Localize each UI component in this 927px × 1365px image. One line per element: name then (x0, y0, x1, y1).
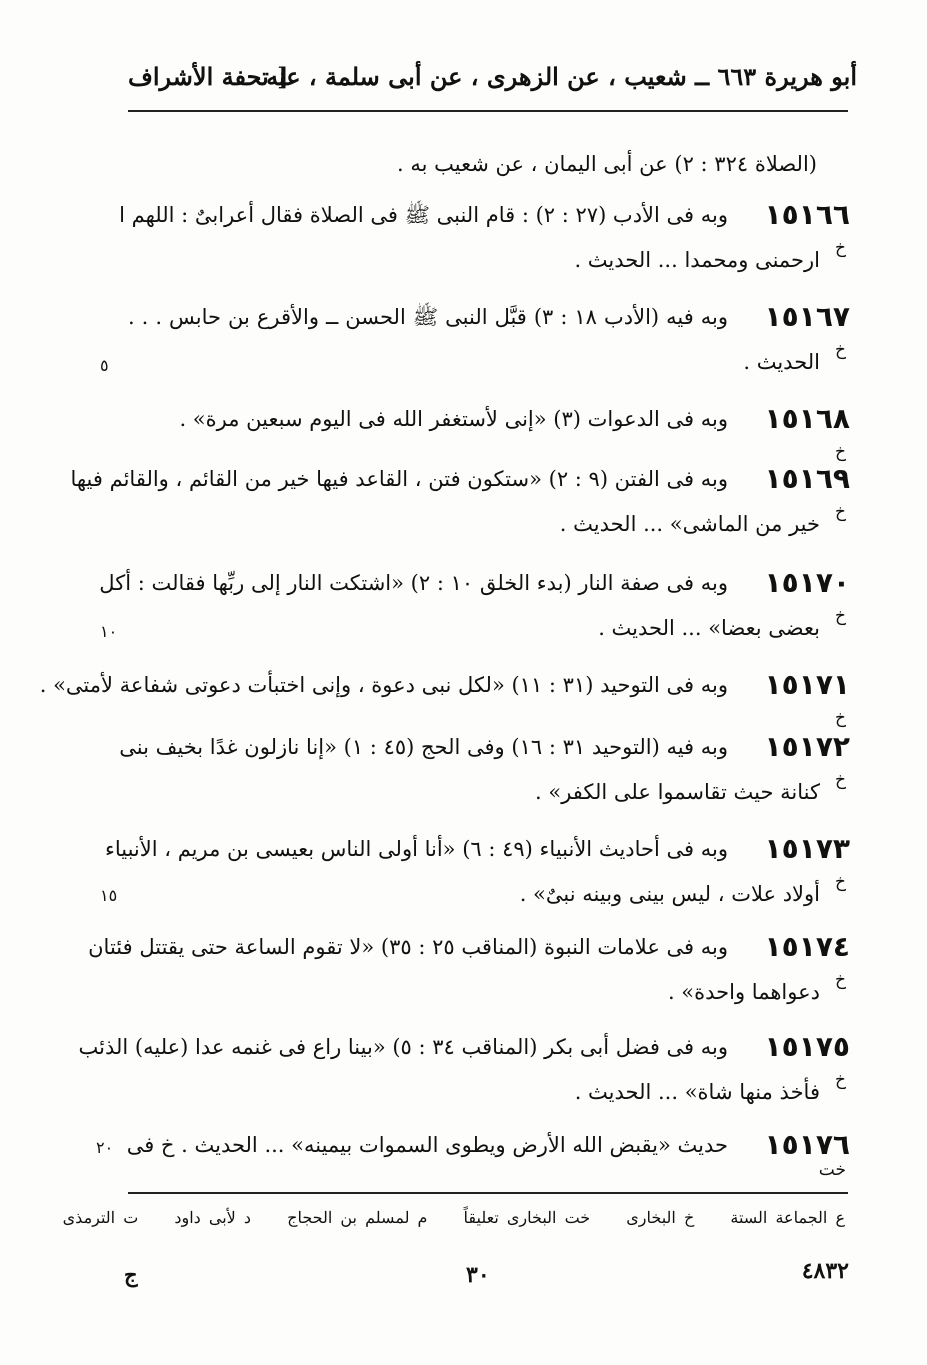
legend-item: ت الترمذى (62, 1208, 139, 1227)
entry-number: ١٥١٦٧ (764, 300, 850, 333)
entry-number: ١٥١٦٦ (764, 198, 850, 231)
entry-text: وبه فى الأدب (٢٧ : ٢) : قام النبى ﷺ فى الصلاة فقال أعرابىٌ : اللهم ا (119, 203, 728, 227)
legend-item: م لمسلم بن الحجاج (287, 1208, 428, 1227)
entry-text: وبه فى التوحيد (٣١ : ١١) «لكل نبى دعوة ، وإنى اختبأت دعوتى شفاعة لأمتى» . (39, 673, 728, 697)
entry-number: ١٥١٧٥ (764, 1030, 850, 1063)
abbreviation-legend (35, 1208, 845, 1227)
entry-siglum: خ (835, 1070, 846, 1090)
entry-text: وبه فى أحاديث الأنبياء (٤٩ : ٦) «أنا أولى الناس بعيسى بن مريم ، الأنبياء (104, 837, 728, 861)
entry-number: ١٥١٧١ (764, 668, 850, 701)
volume-number: ٤٨٣٢ (801, 1258, 849, 1284)
entry-siglum: خ (835, 708, 846, 728)
signature-mark: ج (124, 1262, 138, 1287)
entry-continuation: بعضى بعضا» ... الحديث . (598, 616, 820, 640)
entry-siglum: خ (835, 606, 846, 626)
entry-siglum: خ (835, 872, 846, 892)
entry-continuation: كنانة حيث تقاسموا على الكفر» . (535, 780, 820, 804)
entry-siglum: خ (835, 238, 846, 258)
entry-number: ١٥١٦٨ (764, 402, 850, 435)
entry-siglum: خت (818, 1160, 846, 1180)
entry-number: ١٥١٦٩ (764, 462, 850, 495)
entry-number: ١٥١٧٣ (764, 832, 850, 865)
margin-line-number: ١٥ (100, 886, 118, 905)
entry-text: وبه فى الدعوات (٣) «إنى لأستغفر الله فى اليوم سبعين مرة» . (179, 407, 728, 431)
entry-continuation: خير من الماشى» ... الحديث . (559, 512, 820, 536)
header-rule (128, 110, 848, 112)
entry-text: وبه فيه (الأدب ١٨ : ٣) قبَّل النبى ﷺ الحسن ــ والأقرع بن حابس . . . (128, 305, 728, 329)
entry-siglum: خ (835, 970, 846, 990)
legend-item: خت البخارى تعليقاً (463, 1208, 591, 1227)
footer-rule (128, 1192, 848, 1194)
entry-number: ١٥١٧٤ (764, 930, 850, 963)
entry-siglum: خ (835, 442, 846, 462)
legend-item: ع الجماعة الستة (730, 1208, 845, 1227)
legend-item: د لأبى داود (174, 1208, 252, 1227)
margin-line-number: ٥ (100, 356, 109, 375)
running-header-book-title: [ تحفة الأشراف (128, 62, 289, 91)
entry-number: ١٥١٧٠ (764, 566, 850, 599)
entry-continuation: ارحمنى ومحمدا ... الحديث . (574, 248, 820, 272)
intro-line: (الصلاة ٣٢٤ : ٢) عن أبى اليمان ، عن شعيب به . (396, 152, 817, 176)
entry-siglum: خ (835, 340, 846, 360)
entry-text: وبه فيه (التوحيد ٣١ : ١٦) وفى الحج (٤٥ : ١) «إنا نازلون غدًا بخيف بنى (119, 735, 728, 759)
entry-text: وبه فى صفة النار (بدء الخلق ١٠ : ٢) «اشتكت النار إلى ربِّها فقالت : أكل (99, 571, 728, 595)
entry-siglum: خ (835, 502, 846, 522)
entry-continuation: أولاد علات ، ليس بينى وبينه نبىٌ» . (519, 882, 820, 906)
margin-line-number: ٢٠ (96, 1138, 114, 1157)
running-header: أبو هريرة ٦٦٣ ــ شعيب ، عن الزهرى ، عن أبى سلمة ، عنه (266, 62, 857, 91)
entry-siglum: خ (835, 770, 846, 790)
entry-continuation: الحديث . (743, 350, 820, 374)
entry-continuation: فأخذ منها شاة» ... الحديث . (574, 1080, 820, 1104)
entry-text: وبه فى علامات النبوة (المناقب ٢٥ : ٣٥) «لا تقوم الساعة حتى يقتتل فئتان (88, 935, 728, 959)
entry-number: ١٥١٧٦ (764, 1128, 850, 1161)
entry-continuation: دعواهما واحدة» . (667, 980, 820, 1004)
page-number: ٣٠ (466, 1262, 490, 1288)
entry-number: ١٥١٧٢ (764, 730, 850, 763)
entry-text: حديث «يقبض الله الأرض ويطوى السموات بيمينه» ... الحديث . خ فى (126, 1133, 728, 1157)
margin-line-number: ١٠ (100, 622, 118, 641)
entry-text: وبه فى الفتن (٩ : ٢) «ستكون فتن ، القاعد فيها خير من القائم ، والقائم فيها (70, 467, 728, 491)
entry-text: وبه فى فضل أبى بكر (المناقب ٣٤ : ٥) «بينا راع فى غنمه عدا (عليه) الذئب (78, 1035, 728, 1059)
legend-item: خ البخارى (626, 1208, 695, 1227)
